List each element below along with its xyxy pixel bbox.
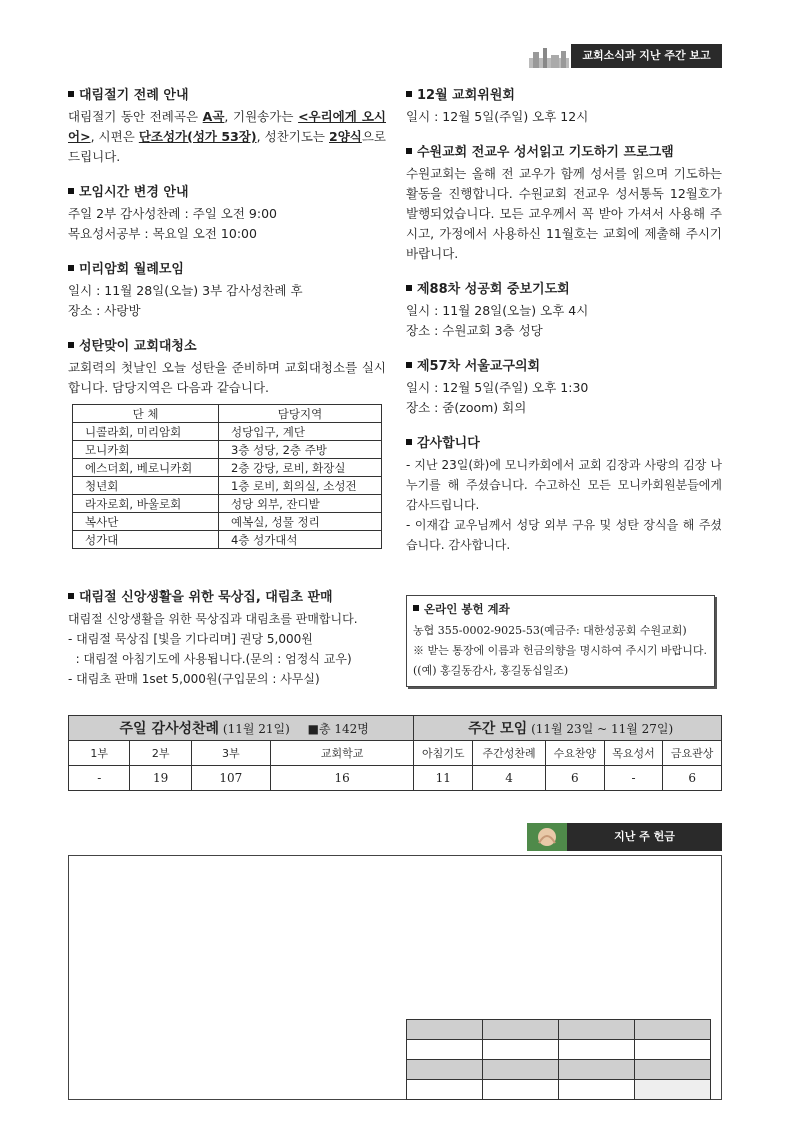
header-badge xyxy=(527,44,722,68)
section-title: 대림절 신앙생활을 위한 묵상집, 대림초 판매 xyxy=(79,590,333,605)
table-header: 단 체 xyxy=(73,405,219,423)
offering-badge xyxy=(527,823,722,851)
sale-line: 대림절 신앙생활을 위한 묵상집과 대림초를 판매합니다. xyxy=(68,612,358,626)
advent-worship-body: 대림절기 동안 전례곡은 A곡, 기원송가는 <우리에게 오시어>, 시편은 단조성가(성가 53장), 성찬기도는 2양식으로 드립니다. xyxy=(68,109,387,164)
miriam-line: 일시 : 11월 28일(오늘) 3부 감사성찬례 후 xyxy=(68,283,303,298)
section-title: 대림절기 전례 안내 xyxy=(79,88,189,103)
section-title: 성탄맞이 교회대청소 xyxy=(79,339,197,354)
time-change-line: 주일 2부 감사성찬례 : 주일 오전 9:00 xyxy=(68,206,277,221)
table-row: 에스더회, 베로니카회 2층 강당, 로비, 화장실 xyxy=(73,459,382,477)
table-row: 청년회 1층 로비, 회의실, 소성전 xyxy=(73,477,382,495)
time-change-section xyxy=(68,183,386,244)
miriam-section xyxy=(68,260,386,321)
prayer-meeting-line: 일시 : 11월 28일(오늘) 오후 4시 xyxy=(406,303,589,318)
table-row: 성가대 4층 성가대석 xyxy=(73,531,382,549)
sale-section xyxy=(68,588,386,689)
prayer-meeting-line: 장소 : 수원교회 3층 성당 xyxy=(406,323,543,338)
council-line: 장소 : 줌(zoom) 회의 xyxy=(406,400,527,415)
advent-worship-section xyxy=(68,86,386,167)
section-title: 미리암회 월례모임 xyxy=(79,262,184,277)
committee-section xyxy=(406,86,722,127)
table-row xyxy=(407,1020,711,1040)
thanks-line: - 이재갑 교우님께서 성당 외부 구유 및 성탄 장식을 해 주셨습니다. 감사합니다. xyxy=(406,518,722,552)
section-title: 제57차 서울교구의회 xyxy=(417,359,541,374)
online-title: 온라인 봉헌 계좌 xyxy=(424,602,510,616)
council-section xyxy=(406,357,722,418)
table-row xyxy=(407,1040,711,1060)
sale-line: : 대림절 아침기도에 사용됩니다.(문의 : 엄정식 교우) xyxy=(68,652,352,666)
section-title: 감사합니다 xyxy=(417,436,480,451)
offering-table xyxy=(406,1019,711,1100)
left-column xyxy=(68,86,386,549)
table-row xyxy=(407,1060,711,1080)
table-row: 니콜라회, 미리암회 성당입구, 계단 xyxy=(73,423,382,441)
table-row: 모니카회 3층 성당, 2층 주방 xyxy=(73,441,382,459)
council-line: 일시 : 12월 5일(주일) 오후 1:30 xyxy=(406,380,589,395)
thanks-section xyxy=(406,434,722,555)
sale-line: - 대림초 판매 1set 5,000원(구입문의 : 사무실) xyxy=(68,672,320,686)
cleaning-section xyxy=(68,337,386,549)
stats-value-row: - 19 107 16 11 4 6 - 6 xyxy=(69,766,722,791)
online-offering-box xyxy=(406,595,715,687)
section-title: 12월 교회위원회 xyxy=(417,88,515,103)
table-row xyxy=(407,1080,711,1100)
account-number: 농협 355-0002-9025-53(예금주: 대한성공회 수원교회) xyxy=(413,624,687,637)
sale-line: - 대림절 묵상집 [빛을 기다리며] 권당 5,000원 xyxy=(68,632,313,646)
weekly-header: 주간 모임 (11월 23일 ~ 11월 27일) xyxy=(414,716,722,741)
thanks-line: - 지난 23일(화)에 모니카회에서 교회 김장과 사랑의 김장 나누기를 해 주셨습니다. 수고하신 모든 모니카회원분들에게 감사드립니다. xyxy=(406,458,722,512)
sunday-header: 주일 감사성찬례 (11월 21일) ■총 142명 xyxy=(69,716,414,741)
online-note: ※ 받는 통장에 이름과 헌금의향을 명시하여 주시기 바랍니다.((예) 홍길동감사, 홍길동십일조) xyxy=(413,644,707,677)
church-skyline-icon xyxy=(527,46,571,68)
table-row: 라자로회, 바울로회 성당 외부, 잔디밭 xyxy=(73,495,382,513)
attendance-table xyxy=(68,715,722,791)
table-row: 복사단 예복실, 성물 정리 xyxy=(73,513,382,531)
offering-title: 지난 주 헌금 xyxy=(567,823,722,851)
cleaning-table xyxy=(72,404,382,549)
miriam-line: 장소 : 사랑방 xyxy=(68,303,141,318)
time-change-line: 목요성서공부 : 목요일 오전 10:00 xyxy=(68,226,257,241)
bible-section xyxy=(406,143,722,264)
section-title: 수원교회 전교우 성서읽고 기도하기 프로그램 xyxy=(417,145,674,160)
table-header: 담당지역 xyxy=(219,405,382,423)
right-column xyxy=(406,86,722,555)
prayer-meeting-section xyxy=(406,280,722,341)
hands-icon xyxy=(527,823,567,851)
stats-header-row: 1부 2부 3부 교회학교 아침기도 주간성찬례 수요찬양 목요성서 금요관상 xyxy=(69,741,722,766)
section-title: 모임시간 변경 안내 xyxy=(79,185,189,200)
committee-line: 일시 : 12월 5일(주일) 오후 12시 xyxy=(406,109,589,124)
section-title: 제88차 성공회 중보기도회 xyxy=(417,282,570,297)
cleaning-body: 교회력의 첫날인 오늘 성탄을 준비하며 교회대청소를 실시합니다. 담당지역은 다음과 같습니다. xyxy=(68,360,386,395)
header-title: 교회소식과 지난 주간 보고 xyxy=(571,44,722,68)
bible-body: 수원교회는 올해 전 교우가 함께 성서를 읽으며 기도하는 활동을 진행합니다. 수원교회 전교우 성서통독 12월호가 발행되었습니다. 모든 교우께서 꼭 받아 가셔서 사용해 주시고, 가정에서 사용하신 11월호는 교회에 제출해 주시기 바랍니다. xyxy=(406,166,722,261)
